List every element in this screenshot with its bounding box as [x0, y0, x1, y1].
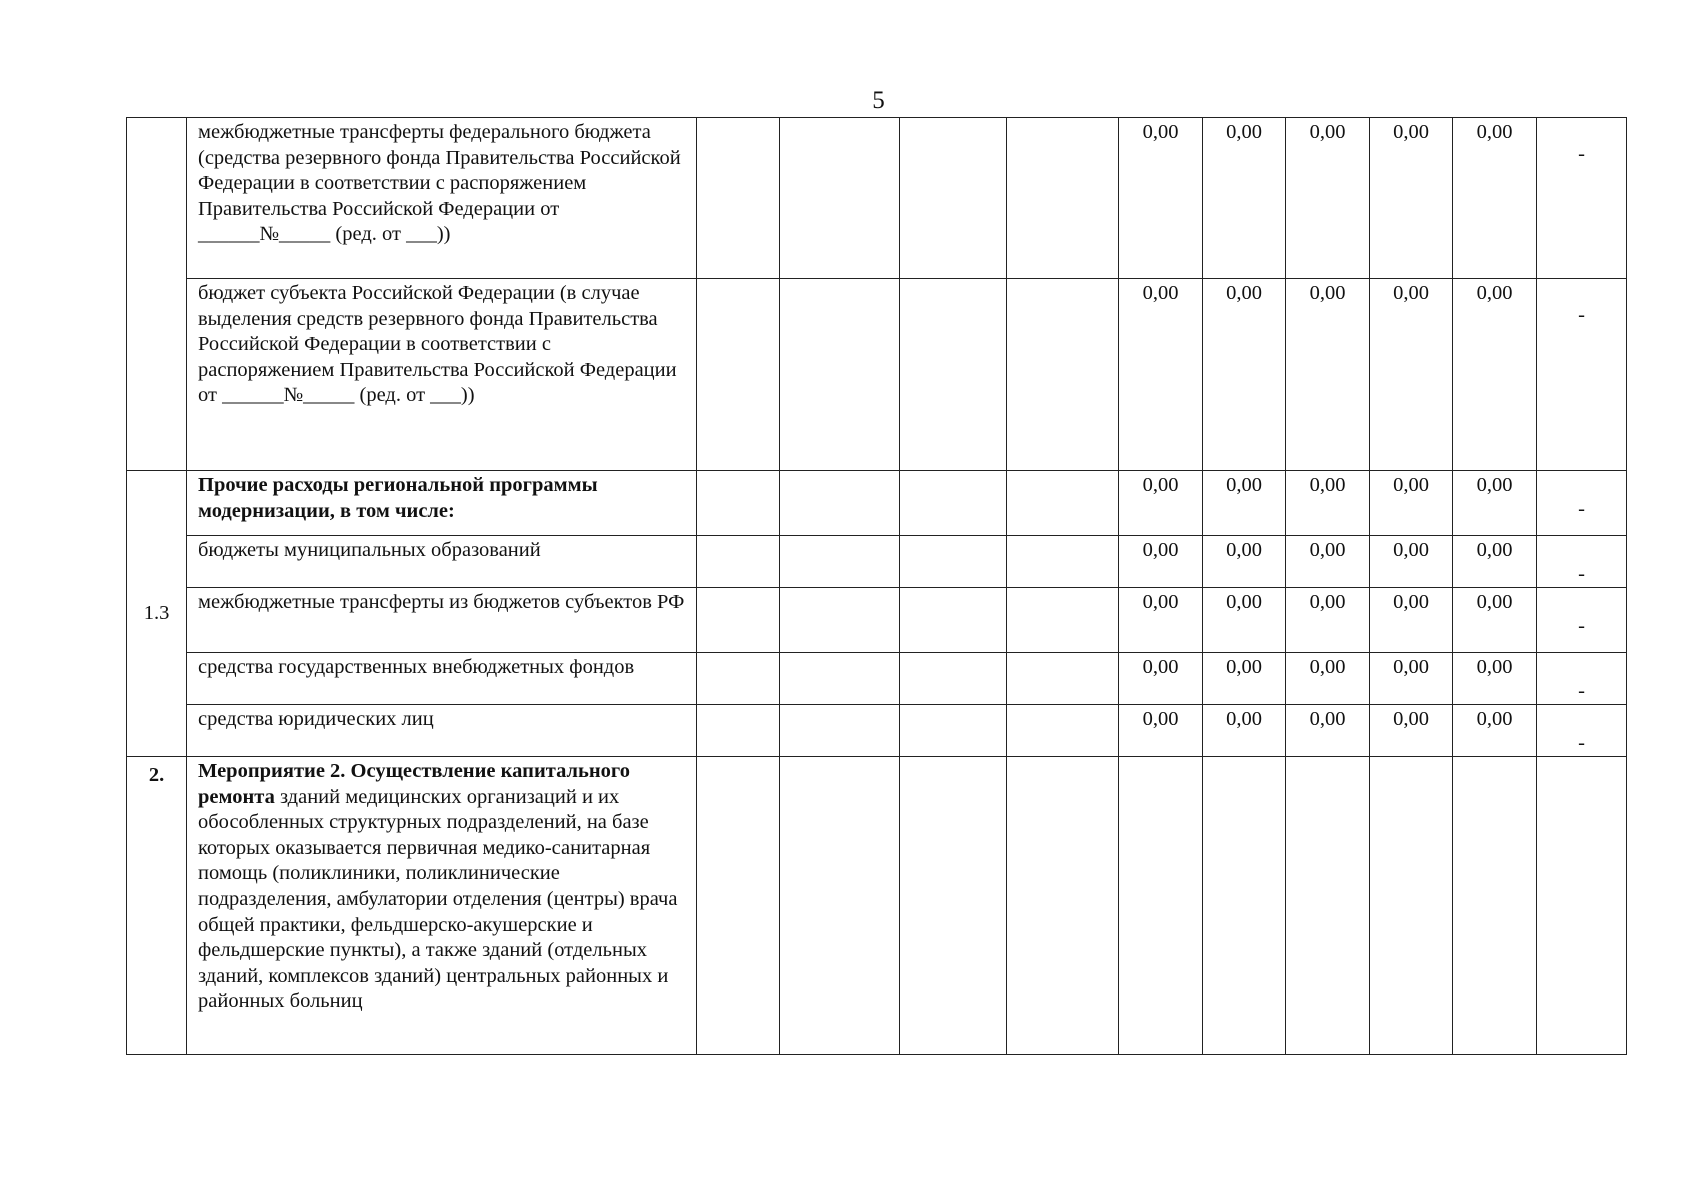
value-cell: 0,00 — [1453, 536, 1537, 588]
value-cell: 0,00 — [1453, 705, 1537, 757]
table-row — [127, 279, 1627, 471]
value-cell: 0,00 — [1370, 653, 1453, 705]
empty-cell — [1007, 279, 1119, 471]
row-label: межбюджетные трансферты федерального бюджета (средства резервного фонда Правительства Российской Федерации в соответствии с распоряжением Правительства Российской Федерации от ______№_____ (ред. от ___)) — [187, 118, 697, 279]
dash-cell — [1537, 653, 1627, 705]
table-row — [127, 705, 1627, 757]
empty-cell — [900, 118, 1007, 279]
empty-cell — [900, 471, 1007, 536]
value-cell: 0,00 — [1370, 118, 1453, 279]
table-row — [127, 536, 1627, 588]
empty-cell — [697, 118, 780, 279]
value-cell: 0,00 — [1119, 118, 1203, 279]
value-cell: 0,00 — [1370, 705, 1453, 757]
row-number-cell: 2. — [127, 757, 187, 1055]
value-cell: 0,00 — [1286, 118, 1370, 279]
value-cell: 0,00 — [1286, 471, 1370, 536]
empty-cell — [697, 588, 780, 653]
empty-cell — [1007, 118, 1119, 279]
empty-cell — [780, 471, 900, 536]
value-cell: 0,00 — [1119, 279, 1203, 471]
empty-cell — [697, 536, 780, 588]
value-cell: 0,00 — [1119, 705, 1203, 757]
dash-text: - — [1578, 680, 1585, 702]
row-label: Прочие расходы региональной программы модернизации, в том числе: — [187, 471, 697, 536]
empty-cell — [1007, 471, 1119, 536]
value-cell: 0,00 — [1119, 653, 1203, 705]
table-row — [127, 118, 1627, 279]
dash-text: - — [1578, 732, 1585, 754]
dash-cell — [1537, 471, 1627, 536]
empty-cell — [780, 757, 900, 1055]
empty-cell — [1007, 757, 1119, 1055]
row-label: бюджеты муниципальных образований — [187, 536, 697, 588]
value-cell: 0,00 — [1370, 279, 1453, 471]
value-cell: 0,00 — [1453, 471, 1537, 536]
empty-cell — [697, 279, 780, 471]
empty-cell — [697, 757, 780, 1055]
page-number: 5 — [872, 87, 885, 114]
row-label — [187, 757, 697, 1055]
value-cell: 0,00 — [1286, 536, 1370, 588]
table-row — [127, 588, 1627, 653]
empty-cell — [1007, 653, 1119, 705]
value-cell: 0,00 — [1119, 588, 1203, 653]
empty-cell — [780, 653, 900, 705]
empty-cell — [900, 705, 1007, 757]
value-cell: 0,00 — [1203, 471, 1286, 536]
empty-cell — [900, 588, 1007, 653]
value-cell: 0,00 — [1203, 279, 1286, 471]
empty-cell — [1203, 757, 1286, 1055]
value-cell: 0,00 — [1203, 705, 1286, 757]
empty-cell — [1007, 705, 1119, 757]
empty-cell — [900, 536, 1007, 588]
value-cell: 0,00 — [1453, 279, 1537, 471]
dash-cell — [1537, 588, 1627, 653]
value-cell: 0,00 — [1286, 705, 1370, 757]
budget-table — [126, 117, 1627, 1055]
value-cell: 0,00 — [1203, 536, 1286, 588]
value-cell: 0,00 — [1370, 536, 1453, 588]
empty-cell — [780, 118, 900, 279]
dash-cell — [1537, 536, 1627, 588]
empty-cell — [1453, 757, 1537, 1055]
row-label: средства государственных внебюджетных фондов — [187, 653, 697, 705]
row-label: межбюджетные трансферты из бюджетов субъектов РФ — [187, 588, 697, 653]
dash-text: - — [1578, 563, 1585, 585]
empty-cell — [1007, 588, 1119, 653]
value-cell: 0,00 — [1453, 588, 1537, 653]
value-cell: 0,00 — [1286, 653, 1370, 705]
measure-description: зданий медицинских организаций и их обособленных структурных подразделений, на базе которых оказывается первичная медико-санитарная помощь (поликлиники, поликлинические подразделения, амбулатории отделения (центры) врача общей практики, фельдшерско-акушерские и фельдшерские пункты), а также зданий (отдельных зданий, комплексов зданий) центральных районных и районных больниц — [198, 785, 678, 1013]
value-cell: 0,00 — [1286, 588, 1370, 653]
table-row — [127, 471, 1627, 536]
value-cell: 0,00 — [1119, 471, 1203, 536]
dash-text: - — [1578, 615, 1585, 637]
empty-cell — [900, 757, 1007, 1055]
empty-cell — [1119, 757, 1203, 1055]
measure-title: Мероприятие 2. Осуществление капитального ремонта — [198, 760, 630, 808]
empty-cell — [780, 279, 900, 471]
empty-cell — [697, 653, 780, 705]
dash-cell — [1537, 279, 1627, 471]
empty-cell — [900, 653, 1007, 705]
value-cell: 0,00 — [1203, 653, 1286, 705]
empty-cell — [697, 705, 780, 757]
row-number-cell — [127, 118, 187, 471]
table-row — [127, 757, 1627, 1055]
empty-cell — [780, 536, 900, 588]
dash-cell — [1537, 118, 1627, 279]
empty-cell — [1537, 757, 1627, 1055]
empty-cell — [697, 471, 780, 536]
empty-cell — [780, 705, 900, 757]
dash-text: - — [1578, 304, 1585, 326]
dash-text: - — [1578, 498, 1585, 520]
value-cell: 0,00 — [1453, 653, 1537, 705]
row-label: средства юридических лиц — [187, 705, 697, 757]
empty-cell — [1370, 757, 1453, 1055]
value-cell: 0,00 — [1203, 118, 1286, 279]
row-label: бюджет субъекта Российской Федерации (в случае выделения средств резервного фонда Правительства Российской Федерации в соответствии с распоряжением Правительства Российской Федерации от ______№_____ (ред. от ___)) — [187, 279, 697, 471]
value-cell: 0,00 — [1286, 279, 1370, 471]
dash-text: - — [1578, 143, 1585, 165]
value-cell: 0,00 — [1203, 588, 1286, 653]
row-number-cell: 1.3 — [127, 471, 187, 757]
empty-cell — [1286, 757, 1370, 1055]
empty-cell — [900, 279, 1007, 471]
table-row — [127, 653, 1627, 705]
value-cell: 0,00 — [1370, 471, 1453, 536]
empty-cell — [780, 588, 900, 653]
value-cell: 0,00 — [1119, 536, 1203, 588]
value-cell: 0,00 — [1453, 118, 1537, 279]
dash-cell — [1537, 705, 1627, 757]
value-cell: 0,00 — [1370, 588, 1453, 653]
empty-cell — [1007, 536, 1119, 588]
